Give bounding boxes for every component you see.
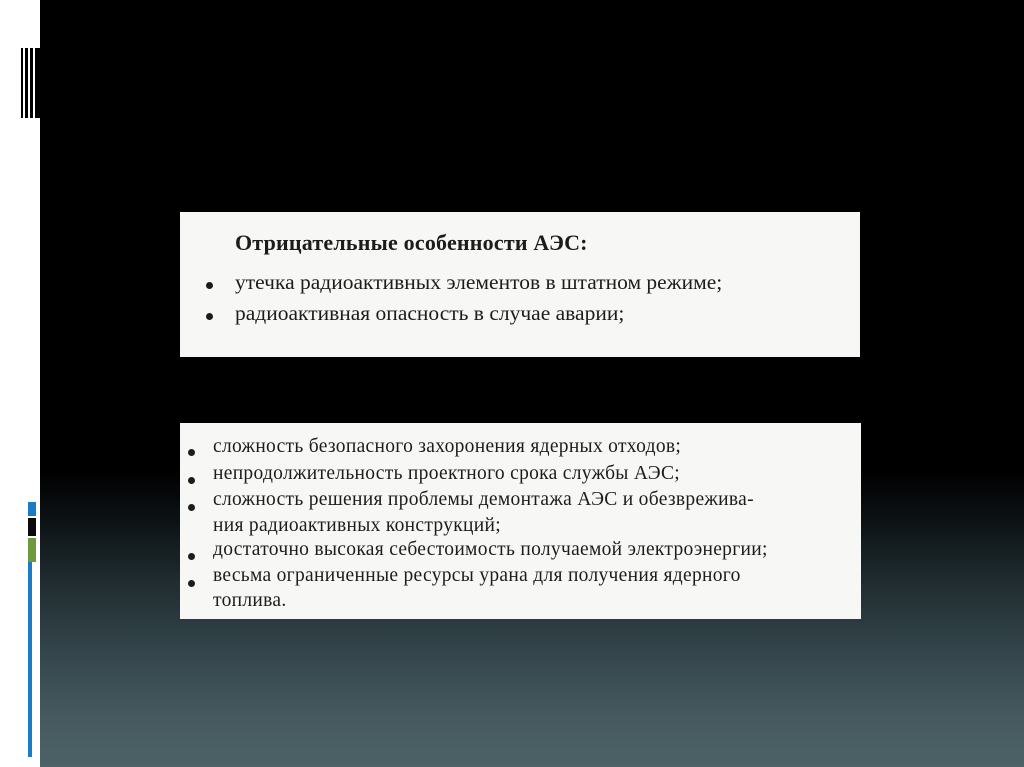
accent-black-block <box>28 518 36 536</box>
bullet-dot-icon <box>188 449 195 456</box>
decorative-bar <box>30 48 33 118</box>
list-item: весьма ограниченные ресурсы урана для получения ядерного <box>213 565 741 586</box>
bullet-dot-icon <box>206 313 213 320</box>
bullet-dot-icon <box>188 580 195 587</box>
list-item: радиоактивная опасность в случае аварии; <box>235 301 625 325</box>
list-item: сложность безопасного захоронения ядерных отходов; <box>213 436 682 457</box>
list-item: сложность решения проблемы демонтажа АЭС и обезврежива- <box>213 489 754 510</box>
bullet-dot-icon <box>206 282 213 289</box>
decorative-bar <box>35 48 40 118</box>
list-item: утечка радиоактивных элементов в штатном режиме; <box>235 270 723 294</box>
list-item-continuation: ния радиоактивных конструкций; <box>213 515 501 536</box>
accent-blue-line <box>28 562 32 757</box>
decorative-bar <box>25 48 28 118</box>
accent-blue-block <box>28 502 36 516</box>
decorative-bars <box>21 48 41 118</box>
accent-green-block <box>28 538 36 562</box>
bullet-dot-icon <box>188 553 195 560</box>
scanned-text-image-1 <box>180 212 860 357</box>
decorative-bar <box>21 48 23 118</box>
scanned-text-image-2 <box>180 423 861 619</box>
bullet-dot-icon <box>188 477 195 484</box>
panel-heading: Отрицательные особенности АЭС: <box>235 230 588 255</box>
list-item-continuation: топлива. <box>213 590 287 611</box>
bullet-dot-icon <box>188 504 195 511</box>
list-item: достаточно высокая себестоимость получаемой электроэнергии; <box>213 539 768 560</box>
list-item: непродолжительность проектного срока службы АЭС; <box>213 463 680 484</box>
slide-background <box>40 0 1024 767</box>
